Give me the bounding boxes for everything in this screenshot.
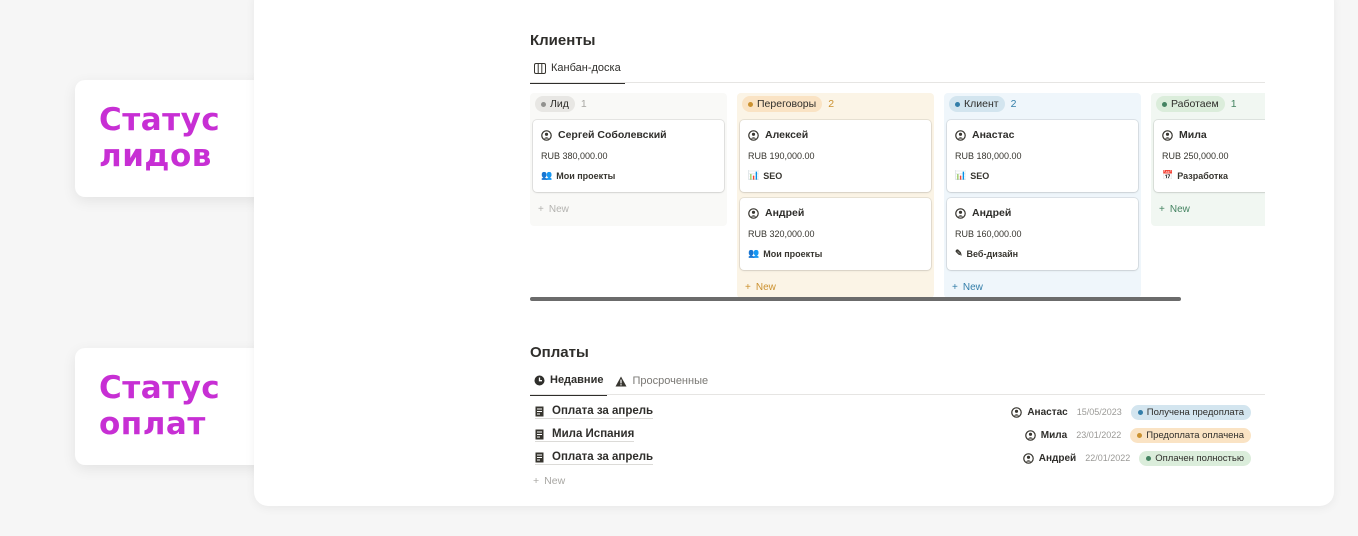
status-badge [1130, 428, 1251, 443]
status-pill-negotiations-label: Переговоры [757, 98, 817, 110]
clients-heading: Клиенты [530, 32, 596, 49]
kanban-card[interactable] [740, 120, 931, 192]
status-badge-label: Оплачен полностью [1155, 452, 1244, 464]
people-icon: 👥 [748, 248, 760, 258]
payment-date: 23/01/2022 [1076, 430, 1122, 440]
kanban-column-working [1151, 93, 1265, 226]
clients-view-tabs [530, 62, 625, 84]
status-pill-lead-label: Лид [550, 98, 569, 110]
kanban-card[interactable] [533, 120, 724, 192]
card-project: Разработка [1177, 170, 1228, 181]
status-dot [748, 102, 753, 107]
document-icon [535, 452, 544, 463]
plus-icon: + [745, 282, 751, 293]
person-icon [748, 208, 759, 219]
tab-kanban-board-label: Канбан-доска [551, 62, 621, 74]
calendar-icon: 📅 [1162, 170, 1174, 180]
card-project: SEO [970, 170, 990, 181]
table-row[interactable] [535, 402, 1251, 422]
card-name: Анастас [972, 129, 1015, 141]
card-name: Мила [1179, 129, 1207, 141]
new-card-button[interactable] [1159, 204, 1190, 215]
person-icon [1162, 130, 1173, 141]
status-pill-client[interactable] [949, 96, 1005, 112]
kanban-board [530, 93, 1265, 298]
payments-view-tabs [530, 374, 712, 396]
payment-person: Анастас [1027, 406, 1068, 418]
status-pill-lead[interactable] [535, 96, 575, 112]
new-payment-button[interactable] [533, 475, 565, 487]
card-amount: RUB 320,000.00 [748, 229, 815, 239]
status-badge [1131, 405, 1251, 420]
payment-title: Оплата за апрель [552, 451, 654, 463]
callout-lead-status-text: Статус лидов [99, 102, 221, 174]
tab-recent-label: Недавние [550, 374, 604, 386]
kanban-card[interactable] [947, 198, 1138, 270]
document-icon [535, 429, 544, 440]
new-card-label: New [755, 282, 776, 293]
card-name: Сергей Соболевский [558, 129, 667, 141]
status-dot [1138, 410, 1143, 415]
new-payment-label: New [544, 475, 566, 487]
payment-date: 22/01/2022 [1085, 453, 1131, 463]
status-pill-client-label: Клиент [964, 98, 999, 110]
clients-tabs-divider [530, 82, 1265, 83]
new-card-label: New [548, 204, 569, 215]
person-icon [955, 208, 966, 219]
status-dot [541, 102, 546, 107]
status-pill-negotiations[interactable] [742, 96, 822, 112]
kanban-card[interactable] [1154, 120, 1265, 192]
payment-title: Мила Испания [552, 428, 635, 440]
new-card-label: New [962, 282, 983, 293]
card-amount: RUB 190,000.00 [748, 151, 815, 161]
column-count: 1 [580, 98, 587, 110]
edit-icon: ✎ [955, 248, 963, 258]
status-dot [1137, 433, 1142, 438]
board-horizontal-scrollbar[interactable] [530, 297, 1181, 301]
card-amount: RUB 180,000.00 [955, 151, 1022, 161]
column-count: 2 [1010, 98, 1017, 110]
kanban-card[interactable] [947, 120, 1138, 192]
new-card-label: New [1169, 204, 1190, 215]
clock-icon [534, 375, 545, 386]
table-row[interactable] [535, 425, 1251, 445]
person-icon [541, 130, 552, 141]
tab-overdue[interactable] [611, 375, 712, 395]
card-amount: RUB 250,000.00 [1162, 151, 1229, 161]
person-icon [955, 130, 966, 141]
new-card-button[interactable] [745, 282, 776, 293]
kanban-column-client [944, 93, 1141, 298]
card-name: Андрей [765, 207, 805, 219]
plus-icon: + [1159, 204, 1165, 215]
card-name: Алексей [765, 129, 809, 141]
column-count: 1 [1230, 98, 1237, 110]
plus-icon: + [533, 475, 540, 487]
callout-payment-status-text: Статус оплат [99, 370, 221, 442]
card-project: Мои проекты [763, 248, 823, 259]
column-count: 2 [828, 98, 835, 110]
status-dot [1162, 102, 1167, 107]
table-row[interactable] [535, 448, 1251, 468]
kanban-column-negotiations [737, 93, 934, 298]
payment-title: Оплата за апрель [552, 405, 654, 417]
new-card-button[interactable] [538, 204, 569, 215]
card-name: Андрей [972, 207, 1012, 219]
status-pill-working[interactable] [1156, 96, 1225, 112]
card-project: Веб-дизайн [966, 248, 1019, 259]
plus-icon: + [952, 282, 958, 293]
status-dot [1146, 456, 1151, 461]
people-icon: 👥 [541, 170, 553, 180]
payment-date: 15/05/2023 [1076, 407, 1122, 417]
person-icon [1025, 430, 1036, 441]
card-amount: RUB 160,000.00 [955, 229, 1022, 239]
chart-icon: 📊 [748, 170, 760, 180]
tab-recent[interactable] [530, 374, 607, 396]
card-project: SEO [763, 170, 783, 181]
status-dot [955, 102, 960, 107]
kanban-card[interactable] [740, 198, 931, 270]
new-card-button[interactable] [952, 282, 983, 293]
payment-person: Андрей [1038, 452, 1077, 464]
person-icon [748, 130, 759, 141]
plus-icon: + [538, 204, 544, 215]
person-icon [1023, 453, 1034, 464]
tab-overdue-label: Просроченные [632, 375, 709, 387]
board-icon [534, 63, 546, 74]
chart-icon: 📊 [955, 170, 967, 180]
card-project: Мои проекты [556, 170, 616, 181]
card-amount: RUB 380,000.00 [541, 151, 608, 161]
document-icon [535, 406, 544, 417]
payments-tabs-divider [530, 394, 1265, 395]
status-badge-label: Получена предоплата [1146, 406, 1244, 418]
status-badge-label: Предоплата оплачена [1146, 429, 1244, 441]
status-badge [1139, 451, 1251, 466]
payment-person: Мила [1040, 429, 1068, 441]
warning-icon [615, 376, 627, 387]
kanban-column-lead [530, 93, 727, 226]
payments-heading: Оплаты [530, 344, 589, 361]
status-pill-working-label: Работаем [1171, 98, 1219, 110]
tab-kanban-board[interactable] [530, 62, 625, 84]
person-icon [1011, 407, 1022, 418]
